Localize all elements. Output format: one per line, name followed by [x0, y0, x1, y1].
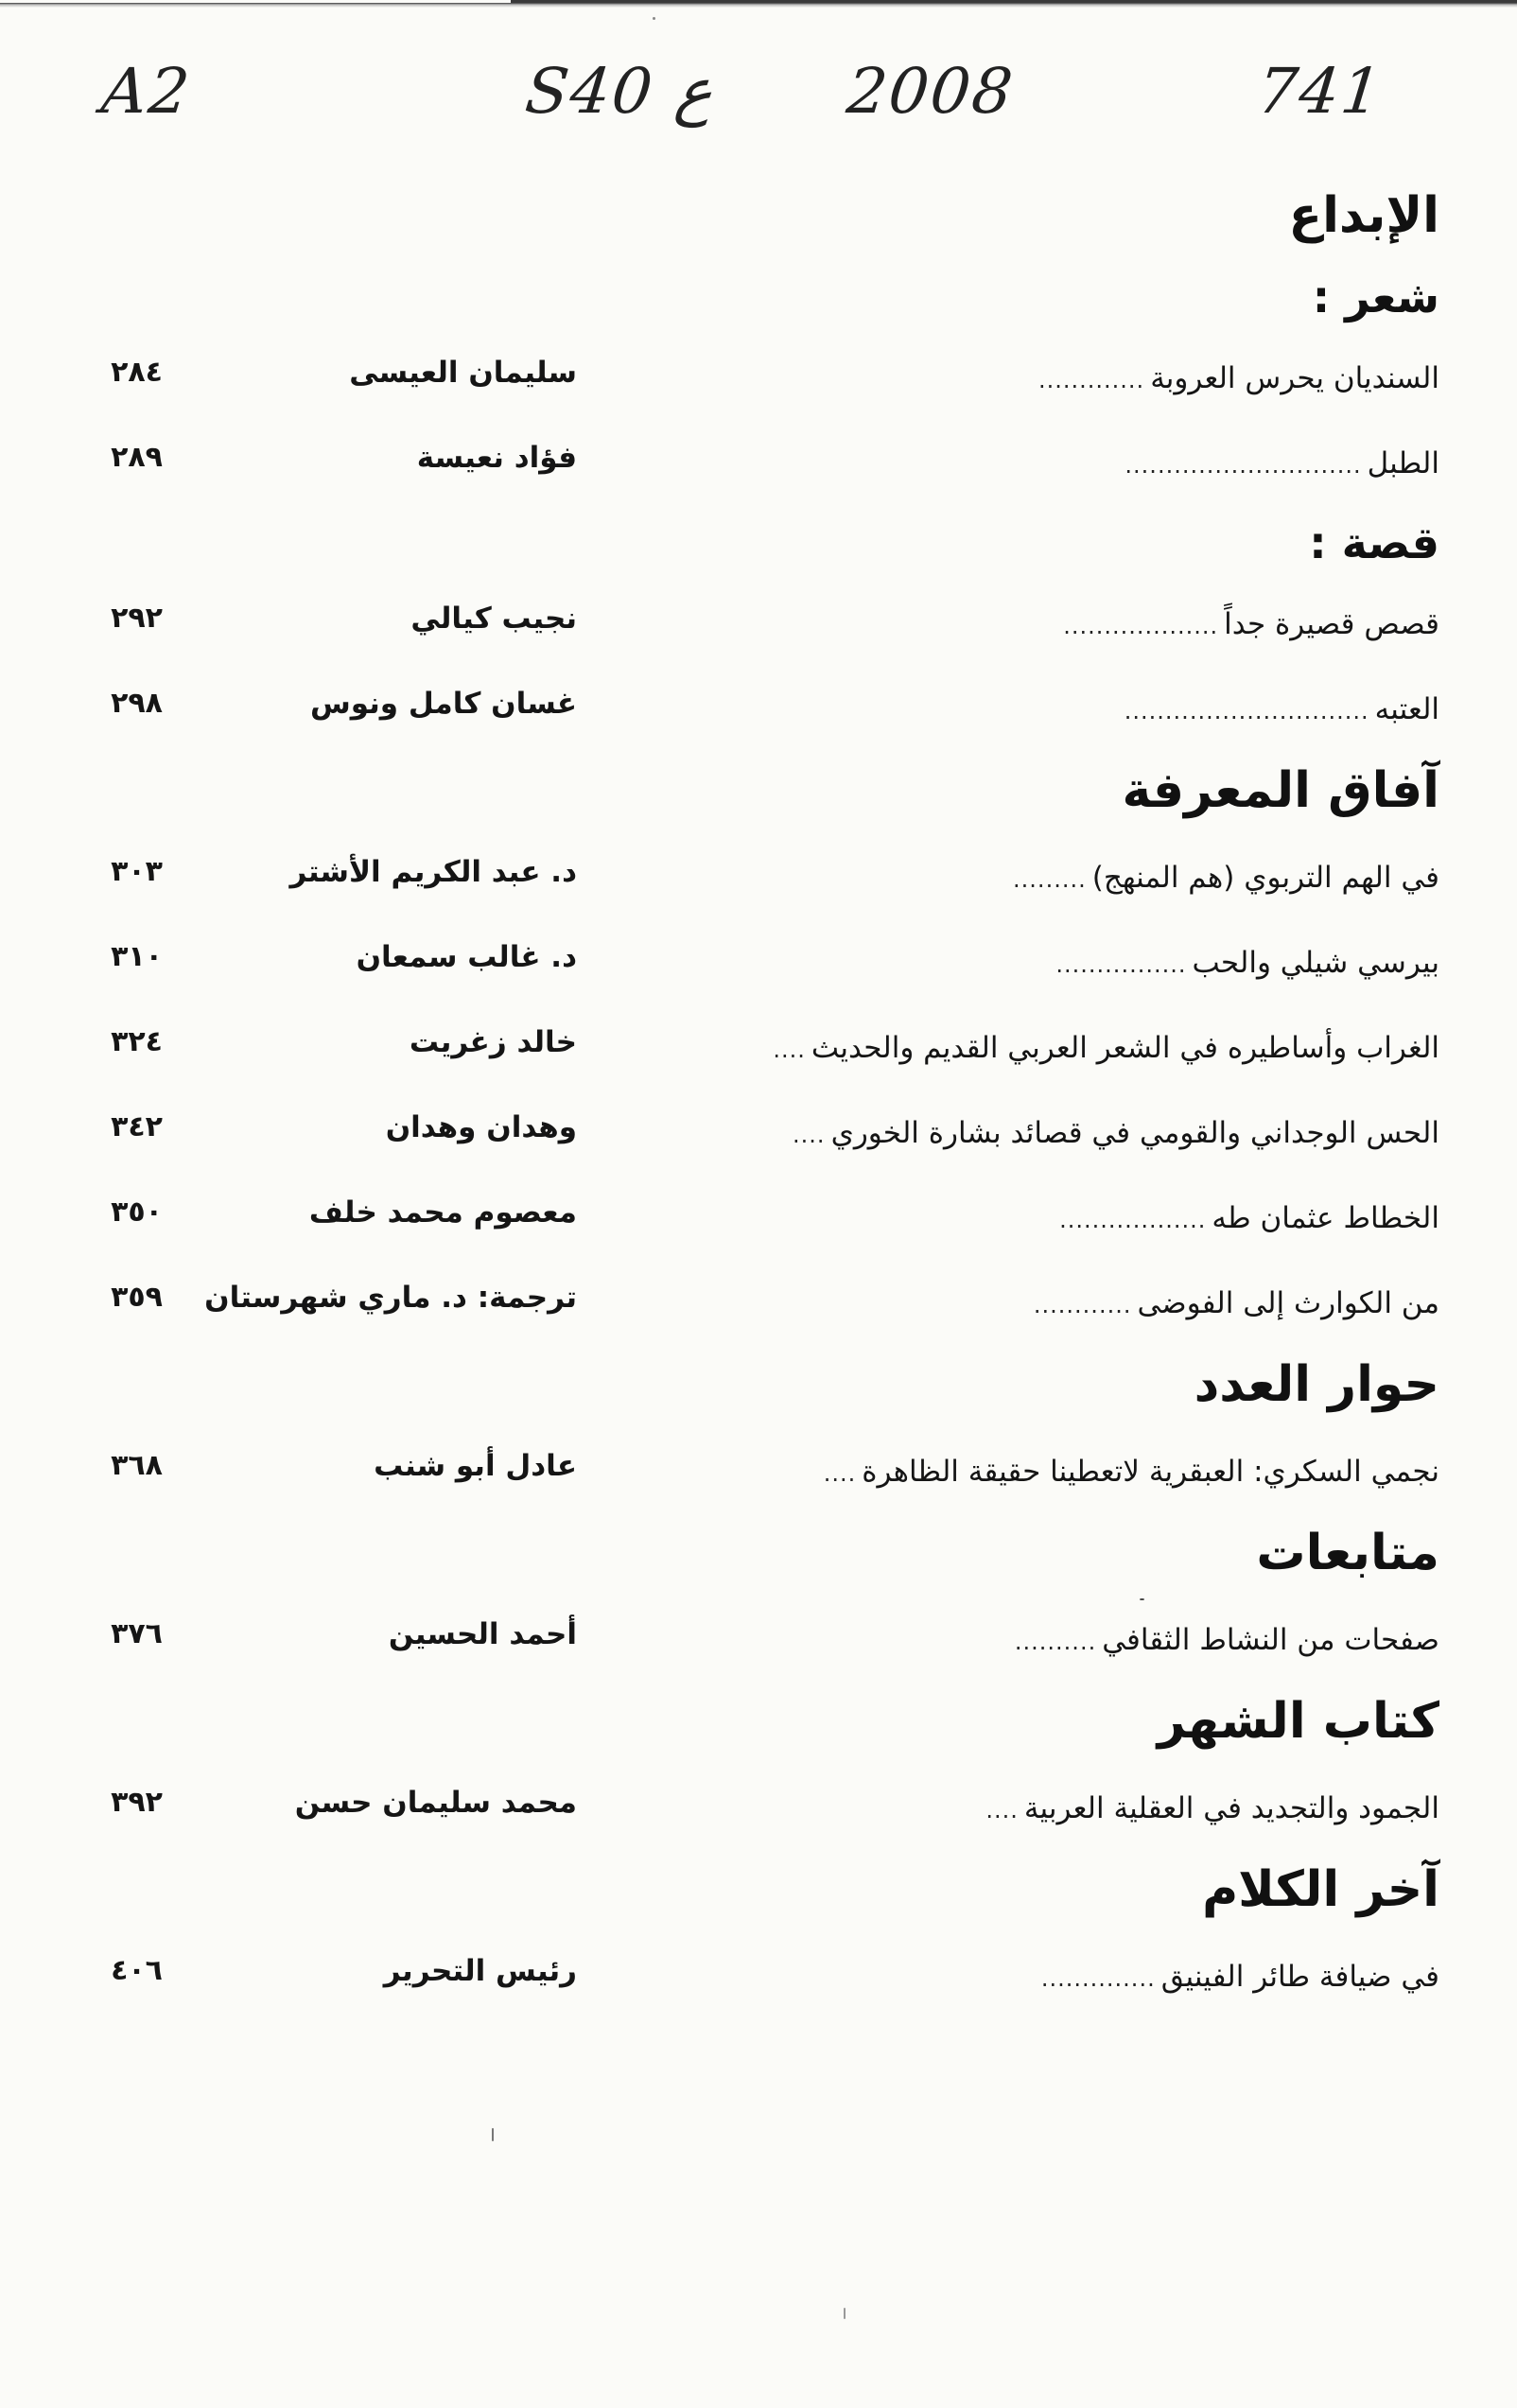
toc-entry: [66, 675, 1439, 760]
entry-page-number: ٢٨٤: [111, 356, 163, 389]
entry-author: وهدان وهدان: [385, 1110, 577, 1144]
entry-title-cell: [985, 1788, 1439, 1831]
entry-title: الجمود والتجديد في العقلية العربية: [1023, 1791, 1439, 1825]
entry-author: أحمد الحسين: [388, 1617, 577, 1651]
entry-author: فؤاد نعيسة: [416, 441, 577, 475]
entry-title-cell: [1013, 857, 1439, 900]
dot-leader: ....: [823, 1460, 857, 1487]
entry-author: رئيس التحرير: [383, 1954, 577, 1988]
section-title: كتاب الشهر: [1157, 1693, 1439, 1750]
entry-title-cell: [1034, 1283, 1439, 1326]
entry-page-number: ٣١٠: [111, 940, 163, 973]
entry-title: الغراب وأساطيره في الشعر العربي القديم والحديث: [811, 1031, 1439, 1065]
dot-leader: ..................: [1059, 1207, 1207, 1233]
entry-title-cell: [1125, 689, 1439, 732]
section-title: آفاق المعرفة: [1122, 762, 1439, 819]
handwritten-note: S40 ع: [521, 55, 717, 128]
entry-author: د. عبد الكريم الأشتر: [289, 855, 577, 889]
toc-entry: [66, 1184, 1439, 1269]
entry-page-number: ٢٨٩: [111, 441, 163, 474]
entry-title-cell: [1041, 1956, 1439, 1999]
toc-entry: [66, 344, 1439, 429]
entry-author: معصوم محمد خلف: [308, 1195, 577, 1230]
entry-title-cell: [824, 1451, 1439, 1494]
dot-leader: .............: [1038, 367, 1145, 393]
entry-title: الخطاط عثمان طه: [1212, 1201, 1439, 1235]
entry-title-cell: [1015, 1619, 1439, 1663]
dot-leader: ....: [985, 1797, 1019, 1823]
dot-leader: ....: [773, 1037, 806, 1063]
dot-leader: .........: [1013, 866, 1087, 893]
dot-leader: ................: [1055, 951, 1187, 978]
scan-speck: [492, 2128, 494, 2141]
entry-title: قصص قصيرة جداً: [1224, 607, 1439, 641]
entry-title-cell: [1055, 942, 1439, 986]
entry-author: د. غالب سمعان: [356, 940, 577, 974]
entry-page-number: ٣٥٠: [111, 1195, 163, 1229]
scan-top-edge-gap: [0, 0, 511, 3]
table-of-contents: [66, 185, 1439, 2028]
entry-page-number: ٢٩٨: [111, 687, 163, 720]
entry-title: بيرسي شيلي والحب: [1192, 946, 1439, 980]
entry-author: عادل أبو شنب: [374, 1449, 577, 1483]
entry-title-cell: [773, 1027, 1439, 1071]
entry-author: نجيب كيالي: [410, 602, 577, 636]
toc-entry: [66, 1269, 1439, 1354]
entry-title-cell: [793, 1112, 1439, 1156]
toc-entry: [66, 929, 1439, 1014]
entry-title: في ضيافة طائر الفينيق: [1160, 1960, 1439, 1994]
toc-entry: [66, 1774, 1439, 1859]
toc-entry: [66, 1099, 1439, 1184]
handwritten-note: 741: [1253, 55, 1387, 128]
dot-leader: ..........: [1014, 1629, 1097, 1655]
section-title: آخر الكلام: [1202, 1861, 1439, 1918]
toc-entry: [66, 1943, 1439, 2028]
entry-title-cell: [1125, 443, 1439, 486]
entry-title: العتبه: [1374, 692, 1439, 726]
toc-entry: [66, 844, 1439, 929]
entry-author: غسان كامل ونوس: [309, 687, 577, 721]
section-title: الإبداع: [1288, 187, 1439, 244]
toc-entry: [66, 1438, 1439, 1523]
dot-leader: ...................: [1063, 613, 1219, 639]
entry-page-number: ٣٠٣: [111, 855, 163, 888]
subsection-title: شعر :: [1312, 271, 1439, 323]
entry-title: السنديان يحرس العروبة: [1150, 361, 1439, 395]
entry-title-cell: [1063, 603, 1439, 647]
subsection-title: قصة :: [1309, 517, 1439, 568]
scan-speck: [1140, 1598, 1144, 1600]
entry-title: في الهم التربوي (هم المنهج): [1091, 861, 1439, 895]
dot-leader: ..............................: [1124, 698, 1369, 724]
entry-page-number: ٣٩٢: [111, 1786, 163, 1819]
section-title: متابعات: [1256, 1525, 1439, 1581]
entry-title: صفحات من النشاط الثقافي: [1102, 1623, 1439, 1657]
entry-page-number: ٤٠٦: [111, 1954, 163, 1987]
toc-entry: [66, 1606, 1439, 1691]
entry-author: محمد سليمان حسن: [294, 1786, 577, 1820]
entry-page-number: ٣٢٤: [111, 1025, 163, 1058]
dot-leader: ..............: [1040, 1965, 1156, 1992]
entry-title: نجمي السكري: العبقرية لاتعطينا حقيقة الظاهرة: [862, 1455, 1439, 1489]
dot-leader: ............: [1033, 1292, 1132, 1318]
entry-title: الحس الوجداني والقومي في قصائد بشارة الخوري: [830, 1116, 1439, 1150]
entry-page-number: ٣٧٦: [111, 1617, 163, 1650]
dot-leader: ....: [793, 1122, 826, 1148]
entry-title-cell: [1059, 1197, 1439, 1241]
entry-title-cell: [1038, 358, 1439, 401]
scan-speck: [844, 2308, 846, 2319]
scan-speck: [653, 17, 655, 20]
entry-page-number: ٣٤٢: [111, 1110, 163, 1143]
handwritten-note: A2: [97, 55, 195, 128]
toc-entry: [66, 590, 1439, 675]
entry-author: خالد زغريت: [409, 1025, 577, 1059]
entry-author: سليمان العيسى: [349, 356, 577, 390]
entry-title: الطبل: [1367, 446, 1439, 480]
dot-leader: .............................: [1125, 452, 1362, 479]
toc-entry: [66, 429, 1439, 515]
entry-author: ترجمة: د. ماري شهرستان: [204, 1281, 577, 1315]
handwritten-note: 2008: [843, 55, 1019, 128]
entry-page-number: ٢٩٢: [111, 602, 163, 635]
entry-page-number: ٣٥٩: [111, 1281, 163, 1314]
toc-entry: [66, 1014, 1439, 1099]
entry-title: من الكوارث إلى الفوضى: [1137, 1286, 1439, 1320]
section-title: حوار العدد: [1194, 1356, 1439, 1413]
entry-page-number: ٣٦٨: [111, 1449, 163, 1482]
